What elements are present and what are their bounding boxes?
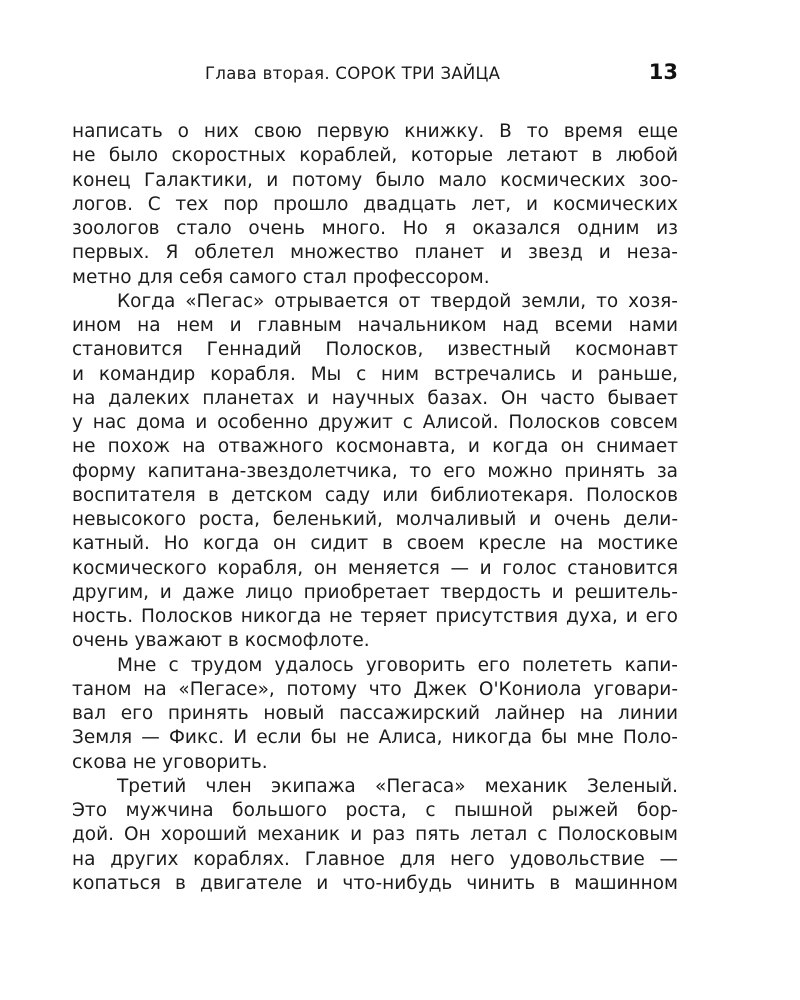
text-line: другим, и даже лицо приобретает твердость и решитель- (72, 581, 678, 603)
text-line: на других кораблях. Главное для него удовольствие — (72, 848, 678, 870)
text-line: копаться в двигателе и что-нибудь чинить в машинном (72, 872, 678, 894)
text-line: написать о них свою первую книжку. В то время еще (72, 121, 678, 142)
text-line: метно для себя самого стал профессором. (72, 266, 490, 288)
text-line: дой. Он хороший механик и раз пять летал с Полосковым (72, 824, 678, 846)
text-line: катный. Но когда он сидит в своем кресле на мостике (72, 533, 678, 555)
text-line: становится Геннадий Полосков, известный космонавт (72, 339, 678, 361)
text-line: у нас дома и особенно дружит с Алисой. Полосков совсем (72, 412, 678, 433)
running-head: Глава вторая. СОРОК ТРИ ЗАЙЦА (205, 64, 501, 83)
text-line: на далеких планетах и научных базах. Он часто бывает (72, 387, 678, 409)
text-line: воспитателя в детском саду или библиотекаря. Полосков (72, 484, 678, 506)
page-number: 13 (648, 60, 678, 84)
text-line: зоологов стало очень много. Но я оказался одним из (72, 218, 678, 239)
text-line: логов. С тех пор прошло двадцать лет, и космических (72, 193, 678, 215)
text-line: не было скоростных кораблей, которые летают в любой (72, 145, 678, 167)
text-line: и командир корабля. Мы с ним встречались и раньше, (72, 363, 678, 385)
body-text (72, 120, 678, 896)
text-line: скова не уговорить. (72, 751, 268, 773)
text-line: конец Галактики, и потому было мало космических зоо- (72, 169, 678, 191)
text-line: очень уважают в космофлоте. (72, 630, 370, 652)
text-line: невысокого роста, беленький, молчаливый и очень дели- (72, 509, 678, 530)
text-line: ином на нем и главным начальником над всеми нами (72, 315, 678, 336)
text-line: не похож на отважного космонавта, и когда он снимает (72, 436, 678, 458)
text-line: Когда «Пегас» отрывается от твердой земли, то хозя- (117, 290, 678, 312)
text-line: Это мужчина большого роста, с пышной рыжей бор- (72, 800, 678, 821)
text-line: первых. Я облетел множество планет и звезд и неза- (72, 242, 678, 264)
text-line: космического корабля, он меняется — и голос становится (72, 557, 678, 579)
text-line: ность. Полосков никогда не теряет присутствия духа, и его (72, 606, 678, 627)
text-line: Земля — Фикс. И если бы не Алиса, никогда бы мне Поло- (72, 727, 678, 749)
text-line: Мне с трудом удалось уговорить его полететь капи- (117, 654, 678, 676)
text-line: вал его принять новый пассажирский лайнер на линии (72, 703, 678, 724)
text-line: Третий член экипажа «Пегаса» механик Зеленый. (117, 775, 678, 797)
text-line: форму капитана-звездолетчика, то его можно принять за (72, 460, 678, 482)
text-line: таном на «Пегасе», потому что Джек О'Кониола уговари- (72, 678, 678, 700)
